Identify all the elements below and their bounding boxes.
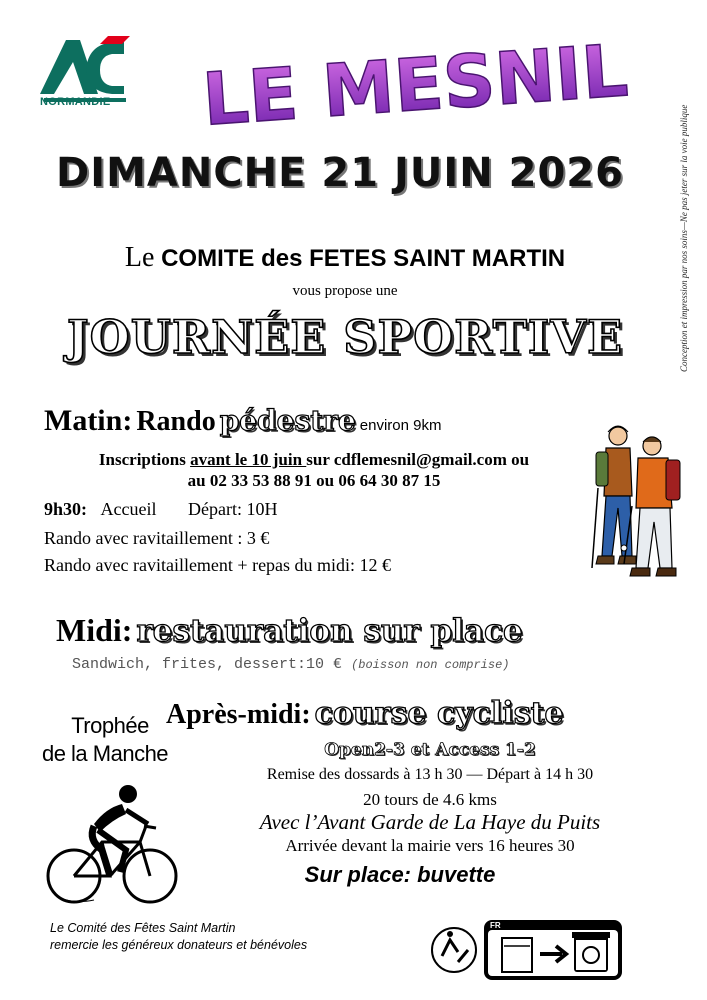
apres-avec: Avec l’Avant Garde de La Haye du Puits [259, 810, 601, 834]
recycling-info-icon [428, 916, 624, 982]
price-rando: Rando avec ravitaillement : 3 € [44, 528, 270, 548]
midi-menu-text: Sandwich, frites, dessert:10 € [72, 656, 343, 673]
logo-label: NORMANDIE [40, 96, 111, 108]
matin-environ: environ 9km [359, 417, 442, 434]
thanks-note [50, 920, 307, 954]
recycle-fr-label: FR [490, 921, 501, 930]
matin-rando: Rando [136, 406, 216, 437]
apres-heading [166, 696, 564, 731]
trophee-label [30, 712, 180, 768]
trophee-line2: de la Manche [41, 741, 169, 766]
inscriptions-phones: au 02 33 53 88 91 ou 06 64 30 87 15 [187, 471, 441, 490]
thanks-line2: remercie les généreux donateurs et bénévoles [50, 938, 308, 952]
organizer-line [40, 242, 650, 274]
matin-pedestre: pédestre [219, 404, 356, 437]
organizer-name: COMITE des FETES SAINT MARTIN [161, 245, 566, 272]
midi-boisson: (boisson non comprise) [351, 658, 510, 672]
matin-heading [44, 404, 441, 438]
inscriptions-part1: Inscriptions [98, 450, 191, 469]
hikers-illustration-icon [586, 418, 686, 580]
apres-course: course cycliste [314, 696, 564, 731]
organizer-le: Le [124, 242, 155, 273]
midi-menu [72, 656, 510, 673]
trophee-line1: Trophée [71, 713, 149, 738]
matin-label: Matin: [44, 404, 133, 437]
propose-text: vous propose une [292, 283, 398, 299]
schedule-line [44, 499, 277, 520]
schedule-depart: Départ: 10H [187, 499, 278, 519]
inscriptions-email: sur cdflemesnil@gmail.com ou [306, 450, 530, 469]
apres-remise: Remise des dossards à 13 h 30 — Départ à 14 h 30 [266, 766, 594, 783]
midi-label: Midi: [56, 612, 133, 648]
apres-categories: Open2-3 et Access 1-2 [324, 740, 536, 760]
price-rando-repas: Rando avec ravitaillement + repas du midi: 12 € [44, 555, 392, 575]
event-date: DIMANCHE 21 JUIN 2026 [56, 150, 624, 196]
event-title [180, 22, 650, 142]
side-note-text: Conception et impression par nos soins—Ne pas jeter sur la voie publique [679, 104, 689, 372]
schedule-accueil: Accueil [100, 499, 157, 519]
side-note [676, 50, 696, 380]
schedule-time: 9h30: [44, 499, 88, 519]
cyclist-illustration-icon [44, 780, 180, 910]
buvette-text: Sur place: buvette [304, 862, 496, 887]
inscriptions-deadline: avant le 10 juin [190, 450, 307, 469]
title-text: LE MESNIL [199, 28, 631, 142]
thanks-line1: Le Comité des Fêtes Saint Martin [50, 921, 236, 935]
apres-tours: 20 tours de 4.6 kms [363, 790, 497, 809]
inscriptions-text [44, 449, 584, 491]
midi-restauration: restauration sur place [136, 613, 523, 649]
journee-heading: JOURNÉE SPORTIVE [66, 310, 624, 364]
apres-label: Après-midi: [166, 699, 311, 730]
apres-arrivee: Arrivée devant la mairie vers 16 heures 30 [285, 836, 575, 855]
midi-heading [56, 612, 523, 649]
